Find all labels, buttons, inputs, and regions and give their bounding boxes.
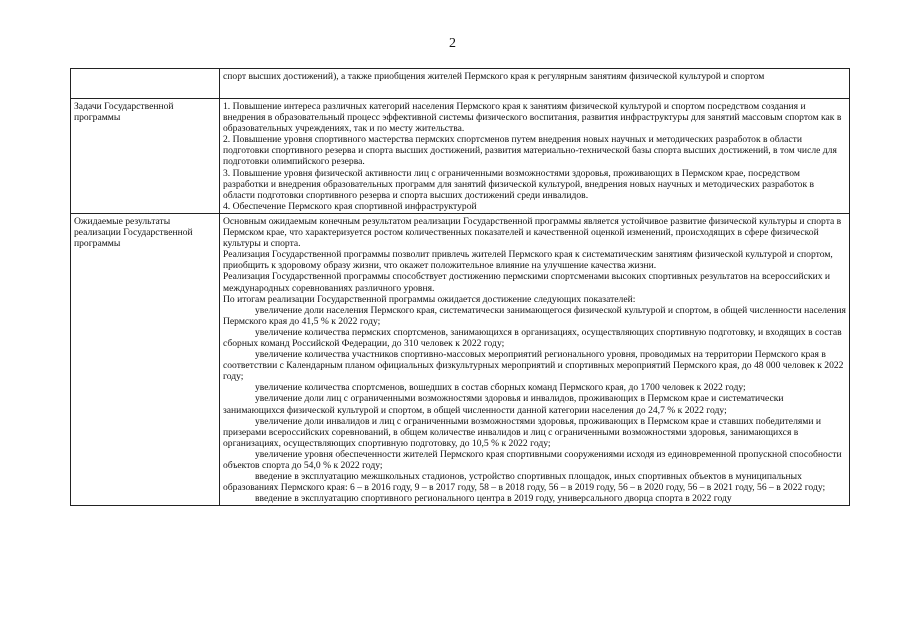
indicator-2: увеличение количества пермских спортсменов, занимающихся в организациях, осуществляющих спортивную подготовку, и входящих в состав сборных команд Российской Федерации, до 310 человек к 2022 году; [223,326,842,349]
goal-continuation-text: спорт высших достижений), а также приобщения жителей Пермского края к регулярным занятиям физической культурой и спортом [223,71,765,82]
indicator-3: увеличение количества участников спортивно-массовых мероприятий регионального уровня, проводимых на территории Пермского края в соответствии с Календарным планом официальных физкультурных мероприятий и спортивных мероприятий Пермского края, до 48 000 человек к 2022 году; [223,349,844,383]
results-paragraph-2: Реализация Государственной программы позволит привлечь жителей Пермского края к систематическим занятиям физической культурой и спортом, приобщить к здоровому образу жизни, что окажет положительное влияние на улучшение качества жизни. [223,249,833,272]
indicator-6: увеличение доли инвалидов и лиц с ограниченными возможностями здоровья, проживающих в Пермском крае и ставших победителями и призерами всероссийских соревнований, в общем количестве инвалидов и лиц с ограниченными возможностями здоровья, занимающихся в организациях, осуществляющих спортивную подготовку, до 10,5 % к 2022 году; [223,415,822,449]
table-row-tasks [71,99,850,214]
program-passport-table [70,68,850,506]
indicator-5: увеличение доли лиц с ограниченными возможностями здоровья и инвалидов, проживающих в Пермском крае и систематически занимающихся физической культурой и спортом, в общей численности данной категории населения до 24,7 % к 2022 году; [223,393,784,416]
results-paragraph-3: Реализация Государственной программы способствует достижению пермскими спортсменами высоких спортивных результатов на всероссийских и международных соревнованиях различного уровня. [223,271,831,294]
task-1: 1. Повышение интереса различных категорий населения Пермского края к занятиям физической культурой и спортом посредством создания и внедрения в образовательный процесс эффективной системы физического воспитания, развития инфраструктуры для занятий массовым спортом как в образовательных учреждениях, так и по месту жительства. [223,101,842,135]
page-number: 2 [449,36,456,51]
row-label-expected-results: Ожидаемые результаты реализации Государственной программы [71,213,220,505]
task-2: 2. Повышение уровня спортивного мастерства пермских спортсменов путем внедрения новых научных и методических разработок в области подготовки спортивного резерва и спорта высших достижений, развития материально-технической базы спорта высших достижений, в том числе для подготовки олимпийского резерва. [223,134,837,168]
row-label-empty [71,69,220,99]
results-paragraph-1: Основным ожидаемым конечным результатом реализации Государственной программы является устойчивое развитие физической культуры и спорта в Пермском крае, что характеризуется ростом количественных показателей и качественной оценкой изменений, происходящих в сфере физической культуры и спорта. [223,215,842,250]
table-row-expected-results [71,213,850,505]
row-content-tasks [220,99,850,214]
row-content-goal-continuation [220,69,850,99]
table-row-continuation [71,69,850,99]
indicator-1: увеличение доли населения Пермского края, систематически занимающегося физической культурой и спортом, в общей численности населения Пермского края до 41,5 % к 2022 году; [223,304,846,327]
indicator-7: увеличение уровня обеспеченности жителей Пермского края спортивными сооружениями исходя из единовременной пропускной способности объектов спорта до 54,0 % к 2022 году; [223,448,842,471]
indicator-8: введение в эксплуатацию межшкольных стадионов, устройство спортивных площадок, иных спортивных объектов в муниципальных образованиях Пермского края: 6 – в 2016 году, 9 – в 2017 году, 58 – в 2018 году, 56 – в 2019 году, 56 – в 2020 году, 56 – в 2021 году, 56 – в 2022 году; [223,471,826,494]
results-paragraph-4: По итогам реализации Государственной программы ожидается достижение следующих показателей: [223,293,636,305]
indicator-9: введение в эксплуатацию спортивного регионального центра в 2019 году, универсального дворца спорта в 2022 году [255,493,732,505]
task-3: 3. Повышение уровня физической активности лиц с ограниченными возможностями здоровья, проживающих в Пермском крае, посредством разработки и внедрения образовательных программ для занятий физической культурой, внедрения новых научных и методических разработок в области подготовки спортивного резерва и спорта высших достижений среди инвалидов. [223,167,815,201]
row-label-tasks: Задачи Государственной программы [71,99,220,214]
row-content-expected-results [220,213,850,505]
task-4: 4. Обеспечение Пермского края спортивной инфраструктурой [223,200,477,212]
indicator-4: увеличение количества спортсменов, вошедших в состав сборных команд Пермского края, до 1700 человек к 2022 году; [255,382,746,394]
